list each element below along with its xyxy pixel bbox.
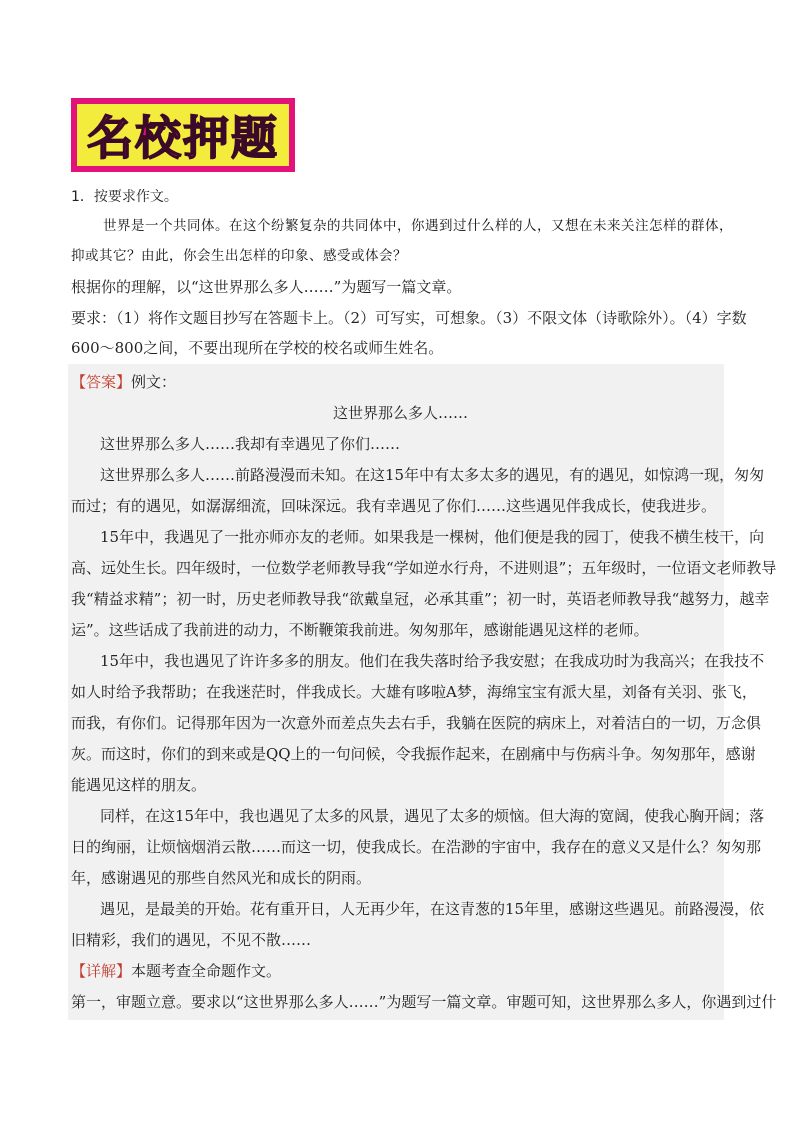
- essay-line: 15年中，我也遇见了许许多多的朋友。他们在我失落时给予我安慰；在我成功时为我高兴；在我技不: [100, 652, 765, 670]
- essay-line: 15年中，我遇见了一批亦师亦友的老师。如果我是一棵树，他们便是我的园丁，使我不横生枝干，向: [100, 528, 765, 546]
- essay-line: 同样，在这15年中，我也遇见了太多的风景，遇见了太多的烦恼。但大海的宽阔，使我心胸开阔；落: [100, 807, 765, 825]
- essay-line: 我“精益求精”；初一时，历史老师教导我“欲戴皇冠，必承其重”；初一时，英语老师教导我“越努力，越幸: [71, 590, 770, 608]
- answer-tag: 【答案】: [71, 373, 132, 391]
- detail-intro: 本题考查全命题作文。: [131, 962, 282, 980]
- instruction: 根据你的理解，以“这世界那么多人……”为题写一篇文章。: [71, 278, 462, 296]
- essay-line: 而我，有你们。记得那年因为一次意外而差点失去右手，我躺在医院的病床上，对着洁白的一切，万念俱: [71, 714, 762, 732]
- essay-title: 这世界那么多人……: [333, 404, 469, 422]
- essay-line: 灰。而这时，你们的到来或是QQ上的一句问候，令我振作起来，在剧痛中与伤病斗争。匆匆那年，感谢: [71, 745, 756, 763]
- title-banner: [71, 98, 295, 172]
- answer-header: [71, 372, 176, 392]
- title-banner-inner: [77, 104, 289, 166]
- essay-line: 遇见，是最美的开始。花有重开日，人无再少年，在这青葱的15年里，感谢这些遇见。前路漫漫，依: [100, 900, 765, 918]
- essay-line: 这世界那么多人……前路漫漫而未知。在这15年中有太多太多的遇见，有的遇见，如惊鸿一现，匆匆: [100, 466, 765, 484]
- prompt-line-1: 世界是一个共同体。在这个纷繁复杂的共同体中，你遇到过什么样的人，又想在未来关注怎样的群体，: [103, 218, 733, 234]
- detail-tag: 【详解】: [71, 962, 132, 980]
- essay-line: 而过；有的遇见，如潺潺细流，回味深远。我有幸遇见了你们……这些遇见伴我成长，使我进步。: [71, 497, 717, 515]
- answer-intro: 例文：: [131, 373, 177, 391]
- essay-line: 高、远处生长。四年级时，一位数学老师教导我“学如逆水行舟，不进则退”；五年级时，一位语文老师教导: [71, 559, 777, 577]
- prompt-line-2: 抑或其它？由此，你会生出怎样的印象、感受或体会？: [71, 248, 407, 264]
- essay-line: 如人时给予我帮助；在我迷茫时，伴我成长。大雄有哆啦A梦，海绵宝宝有派大星，刘备有关羽、张飞，: [71, 683, 757, 701]
- essay-line: 日的绚丽，让烦恼烟消云散……而这一切，使我成长。在浩渺的宇宙中，我存在的意义又是什么？匆匆那: [71, 838, 762, 856]
- requirement-line-1: 要求：（1）将作文题目抄写在答题卡上。（2）可写实，可想象。（3）不限文体（诗歌除外）。（4）字数: [71, 309, 747, 327]
- banner-title: 名校押题: [87, 111, 279, 165]
- requirement-line-2: 600～800之间，不要出现所在学校的校名或师生姓名。: [71, 339, 444, 357]
- detail-header: [71, 961, 281, 981]
- detail-line: 第一，审题立意。要求以“这世界那么多人……”为题写一篇文章。审题可知，这世界那么多人，你遇到过什: [71, 993, 777, 1011]
- question-label: 1．按要求作文。: [71, 189, 178, 205]
- essay-line: 旧精彩，我们的遇见，不见不散……: [71, 931, 312, 949]
- essay-line: 年，感谢遇见的那些自然风光和成长的阴雨。: [71, 869, 372, 887]
- essay-line: 能遇见这样的朋友。: [71, 776, 207, 794]
- essay-line: 运”。这些话成了我前进的动力，不断鞭策我前进。匆匆那年，感谢能遇见这样的老师。: [71, 621, 649, 639]
- essay-line: 这世界那么多人……我却有幸遇见了你们……: [100, 435, 401, 453]
